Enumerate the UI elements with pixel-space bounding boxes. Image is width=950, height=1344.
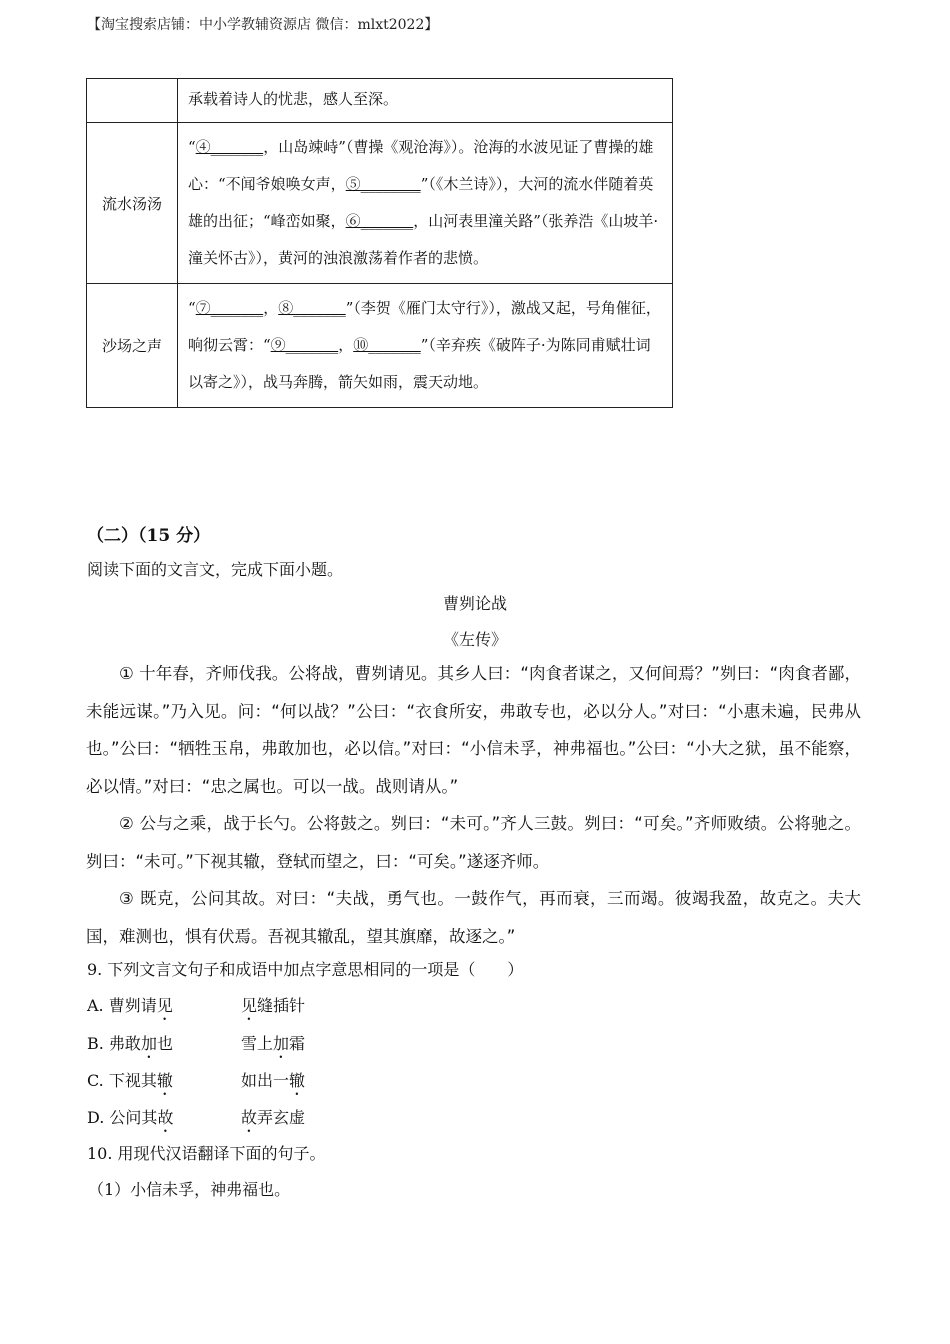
section-heading: （二）（15 分） bbox=[87, 526, 211, 546]
row-content: “④_______，山岛竦峙”（曹操《观沧海》）。沧海的水波见证了曹操的雄心：“不闻爷娘唤女声，⑤________”（《木兰诗》），大河的流水伴随着英雄的出征；“峰峦如聚，⑥_______，山河表里潼关路”（张养浩《山坡羊·潼关怀古》），黄河的浊浪激荡着作者的悲愤。 bbox=[178, 123, 673, 284]
row-label: 流水汤汤 bbox=[87, 123, 178, 284]
paragraph: ③ 既克，公问其故。对曰：“夫战，勇气也。一鼓作气，再而衰，三而竭。彼竭我盈，故克之。夫大国，难测也，惧有伏焉。吾视其辙乱，望其旗靡，故逐之。” bbox=[86, 889, 861, 946]
option-b-idiom: 雪上加霜 bbox=[241, 1034, 306, 1053]
table-row bbox=[87, 284, 673, 408]
option-a: A. 曹刿请见 bbox=[87, 996, 173, 1015]
option-c: C. 下视其辙 bbox=[87, 1071, 173, 1090]
question-10-item-1: （1）小信未孚，神弗福也。 bbox=[88, 1180, 291, 1199]
option-d-idiom: 故弄玄虚 bbox=[241, 1108, 306, 1127]
option-c-idiom: 如出一辙 bbox=[241, 1071, 306, 1090]
poetry-table bbox=[86, 78, 673, 408]
article-source: 《左传》 bbox=[442, 630, 507, 649]
table-row bbox=[87, 79, 673, 123]
row-label bbox=[87, 79, 178, 123]
paragraph: ② 公与之乘，战于长勺。公将鼓之。刿曰：“未可。”齐人三鼓。刿曰：“可矣。”齐师败绩。公将驰之。刿曰：“未可。”下视其辙，登轼而望之，曰：“可矣。”遂逐齐师。 bbox=[86, 814, 861, 871]
option-a-idiom: 见缝插针 bbox=[241, 996, 306, 1015]
fill-blank: ⑥_______ bbox=[345, 212, 414, 230]
fill-blank: ⑩_______ bbox=[353, 336, 421, 354]
page-header: 【淘宝搜索店铺：中小学教辅资源店 微信：mlxt2022】 bbox=[87, 17, 439, 33]
article-body bbox=[86, 655, 861, 955]
option-b: B. 弗敢加也 bbox=[87, 1034, 173, 1053]
fill-blank: ⑦_______ bbox=[195, 299, 264, 317]
row-label: 沙场之声 bbox=[87, 284, 178, 408]
question-10-stem: 10. 用现代汉语翻译下面的句子。 bbox=[87, 1144, 326, 1163]
question-9-stem: 9. 下列文言文句子和成语中加点字意思相同的一项是（ ） bbox=[87, 960, 524, 979]
row-content: “⑦_______，⑧_______”（李贺《雁门太守行》），激战又起，号角催征，响彻云霄：“⑨_______，⑩_______”（辛弃疾《破阵子·为陈同甫赋壮词以寄之》），战马奔腾，箭矢如雨，震天动地。 bbox=[178, 284, 673, 408]
fill-blank: ⑧_______ bbox=[278, 299, 346, 317]
row-content: 承载着诗人的忧悲，感人至深。 bbox=[178, 79, 673, 123]
table-row bbox=[87, 123, 673, 284]
article-title: 曹刿论战 bbox=[442, 594, 507, 613]
section-instruction: 阅读下面的文言文，完成下面小题。 bbox=[87, 560, 344, 579]
fill-blank: ⑤________ bbox=[345, 175, 421, 193]
option-d: D. 公问其故 bbox=[87, 1108, 174, 1127]
paragraph: ① 十年春，齐师伐我。公将战，曹刿请见。其乡人曰：“肉食者谋之，又何间焉？”刿曰：“肉食者鄙，未能远谋。”乃入见。问：“何以战？”公曰：“衣食所安，弗敢专也，必以分人。”对曰：“小惠未遍，民弗从也。”公曰：“牺牲玉帛，弗敢加也，必以信。”对曰：“小信未孚，神弗福也。”公曰：“小大之狱，虽不能察，必以情。”对曰：“忠之属也。可以一战。战则请从。” bbox=[86, 664, 861, 796]
fill-blank: ⑨_______ bbox=[270, 336, 339, 354]
fill-blank: ④_______ bbox=[195, 138, 264, 156]
